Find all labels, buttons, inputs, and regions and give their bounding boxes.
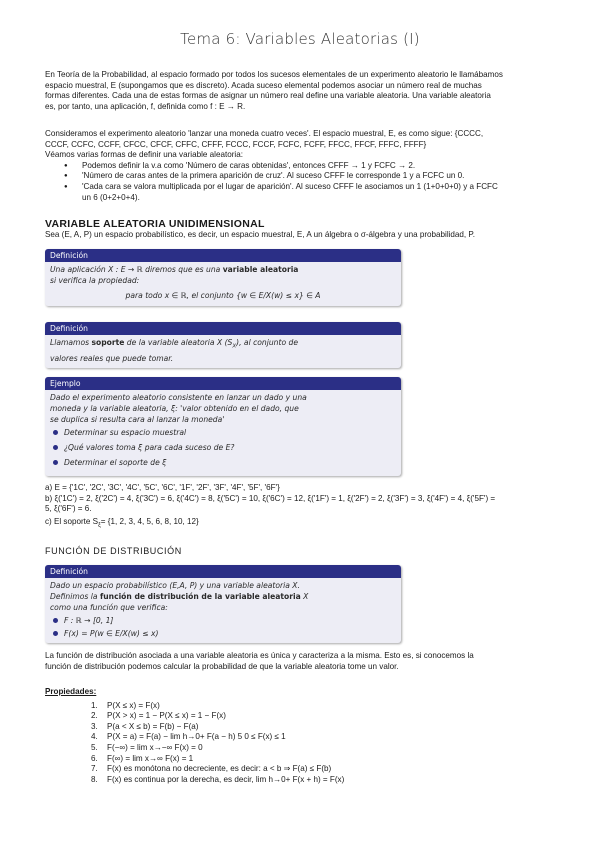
text-line: es, por tanto, una aplicación, f, definida como f : E → R.	[45, 101, 246, 111]
item-number: 8.	[91, 774, 98, 784]
list-item: ¿Qué valores toma ξ para cada suceso de E?	[50, 442, 396, 453]
text-line: La función de distribución asociada a una variable aleatoria es única y caracteriza a la misma. Esto es, si conocemos la	[45, 651, 474, 660]
subscript: X	[232, 343, 237, 350]
properties-section	[45, 687, 557, 785]
text-span: X	[300, 592, 309, 601]
example-list	[50, 427, 396, 468]
box-header: Definición	[45, 249, 401, 262]
item-number: 2.	[91, 711, 98, 721]
text-line: Dado un espacio probabilístico (E,A, P) y una variable aleatoria X.	[50, 581, 300, 590]
text-line	[45, 517, 557, 531]
text-line: Véamos varias formas de definir una variable aleatoria:	[45, 150, 243, 160]
list-item	[45, 732, 557, 743]
intro-paragraph	[45, 70, 557, 112]
item-text: F(x) es continua por la derecha, es decir, lim h→0+ F(x + h) = F(x)	[107, 774, 345, 784]
formula: para todo x ∈ ℝ, el conjunto {w ∈ E/X(w) ≤ x} ∈ A	[125, 291, 321, 300]
item-text: P(X > x) = 1 − P(X ≤ x) = 1 − F(x)	[107, 711, 226, 721]
text-span: Llamamos	[50, 338, 92, 347]
item-text: F(x) es monótona no decreciente, es decir: a < b ⇒ F(a) ≤ F(b)	[107, 764, 332, 774]
item-number: 1.	[91, 700, 98, 710]
list-item	[45, 711, 557, 722]
box-header: Ejemplo	[45, 377, 401, 390]
item-text: F(∞) = lim x→∞ F(x) = 1	[107, 753, 194, 763]
text-line: un 6 (0+2+0+4).	[82, 192, 140, 202]
list-item-continuation	[45, 193, 557, 204]
text-line: Consideramos el experimento aleatorio 'lanzar una moneda cuatro veces'. El espacio muestral, E, es como sigue: {CCCC,	[45, 129, 484, 138]
box-header: Definición	[45, 565, 401, 578]
text-span: c) El soporte S	[45, 516, 99, 526]
list-item: ● Podemos definir la v.a como 'Número de caras obtenidas', entonces CFFF → 1 y FCFC → 2.	[45, 161, 557, 172]
text-span: = {1, 2, 3, 4, 5, 6, 8, 10, 12}	[100, 516, 199, 526]
text-line: a) E = {'1C', '2C', '3C', '4C', '5C', '6C', '1F', '2F', '3F', '4F', '5F', '6F'}	[45, 483, 280, 492]
text-span: ), al conjunto de	[236, 338, 299, 347]
text-line: si verifica la propiedad:	[50, 276, 140, 285]
example-answers	[45, 483, 557, 531]
text-line: En Teoría de la Probabilidad, al espacio formado por todos los sucesos elementales de un experimento aleatorio le llamábamos	[45, 70, 503, 79]
item-number: 4.	[91, 732, 98, 742]
text-span: de la variable aleatoria X (S	[124, 338, 233, 347]
term-variable-aleatoria: variable aleatoria	[222, 265, 299, 274]
definition-box-soporte	[45, 322, 401, 368]
text-line: se duplica si resulta cara al lanzar la moneda'	[50, 415, 225, 424]
term-soporte: soporte	[91, 338, 125, 347]
list-item: Determinar su espacio muestral	[50, 427, 396, 438]
list-item	[45, 743, 557, 754]
text-line: CCCF, CCFC, CCFF, CFCC, CFCF, CFFC, CFFF, FCCC, FCCF, FCFC, FCFF, FFCC, FFCF, FFFC, FFFF}	[45, 139, 427, 149]
list-item: F(x) = P(w ∈ E/X(w) ≤ x)	[50, 628, 396, 639]
section-heading: FUNCIÓN DE DISTRIBUCIÓN	[45, 546, 182, 556]
list-item	[45, 775, 557, 786]
list-item: ● 'Cada cara se valora multiplicada por el lugar de aparición'. Al suceso CFFF le asociamos un 1 (1+0+0+0) y a FCFC	[45, 182, 557, 193]
term-funcion-distribucion: función de distribución de la variable aleatoria	[99, 592, 301, 601]
text-line: formas diferentes. Cada una de estas formas de asignar un número real define una variable aleatoria. Una variable aleatoria	[45, 91, 491, 101]
item-number: 6.	[91, 753, 98, 763]
list-item: ● 'Número de caras antes de la primera aparición de cruz'. Al suceso CFFF le corresponde 1 y a FCFC un 0.	[45, 171, 557, 182]
subscript: ξ	[98, 522, 101, 529]
experiment-paragraph	[45, 129, 557, 203]
page-title: Tema 6: Variables Aleatorias (I)	[180, 30, 420, 48]
section-text: Sea (E, A, P) un espacio probabilístico, es decir, un espacio muestral, E, A un álgebra o σ-álgebra y una probabilidad, P.	[45, 229, 476, 239]
text-line: moneda y la variable aleatoria, ξ: 'valor obtenido en el dado, que	[50, 404, 299, 413]
definition-box-distribucion	[45, 565, 401, 643]
section-funcion-distribucion	[45, 546, 557, 557]
text-line: 5, ξ('6F') = 6.	[45, 504, 92, 514]
properties-heading: Propiedades:	[45, 687, 97, 696]
definition-box-variable	[45, 249, 401, 306]
list-item: F : ℝ → [0, 1]	[50, 615, 396, 626]
list-item	[45, 754, 557, 765]
text-line: función de distribución podemos calcular la probabilidad de que la variable aleatoria tome un valor.	[45, 661, 399, 671]
item-text: P(X ≤ x) = F(x)	[107, 700, 160, 710]
text-line: como una función que verifica:	[50, 603, 168, 612]
box-header: Definición	[45, 322, 401, 335]
properties-list	[45, 701, 557, 786]
section-heading: VARIABLE ALEATORIA UNIDIMENSIONAL	[45, 218, 265, 230]
text-line: Dado el experimento aleatorio consistente en lanzar un dado y una	[50, 393, 307, 402]
list-item	[45, 722, 557, 733]
list-item: Determinar el soporte de ξ	[50, 457, 396, 468]
item-number: 3.	[91, 721, 98, 731]
text-span: Una aplicación X : E → ℝ diremos que es una	[50, 265, 223, 274]
item-number: 5.	[91, 742, 98, 752]
text-line: valores reales que puede tomar.	[50, 353, 174, 363]
item-number: 7.	[91, 764, 98, 774]
item-text: P(a < X ≤ b) = F(b) − F(a)	[107, 721, 199, 731]
list-item	[45, 764, 557, 775]
ways-list	[45, 161, 557, 203]
text-span: Definimos la	[50, 592, 100, 601]
item-text: P(X = a) = F(a) − lim h→0+ F(a − h) 5 0 ≤ F(x) ≤ 1	[107, 732, 286, 742]
section-va-unidimensional	[45, 219, 557, 240]
item-text: F(−∞) = lim x→−∞ F(x) = 0	[107, 742, 203, 752]
list-item	[45, 701, 557, 712]
distribution-paragraph	[45, 651, 557, 672]
example-box	[45, 377, 401, 476]
definition-list	[50, 615, 396, 639]
text-line: espacio muestral, E (supongamos que es discreto). Acada suceso elemental podemos asociar un número real de muchas	[45, 80, 482, 90]
text-line: b) ξ('1C') = 2, ξ('2C') = 4, ξ('3C') = 6, ξ('4C') = 8, ξ('5C') = 10, ξ('6C') = 12, ξ('1F') = 1, ξ('2F') = 2, ξ('3F') = 3, ξ('4F') = 4, ξ('5F') =	[45, 493, 496, 503]
